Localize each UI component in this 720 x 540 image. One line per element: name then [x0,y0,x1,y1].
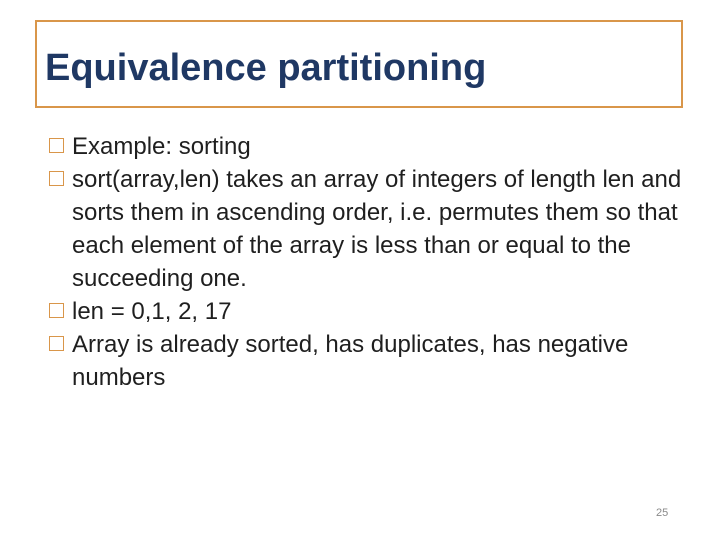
bullet-item [48,163,688,295]
hollow-square-bullet-icon [49,171,64,186]
bullet-item [48,328,688,394]
bullet-text: sort(array,len) takes an array of integers of length len and sorts them in ascending order, i.e. permutes them so that each element of the array is less than or equal to the succeeding one. [72,166,682,292]
bullet-text: Array is already sorted, has duplicates, has negative numbers [72,331,629,391]
slide-title: Equivalence partitioning [45,47,487,89]
bullet-text: len = 0,1, 2, 17 [72,298,232,325]
hollow-square-bullet-icon [49,138,64,153]
hollow-square-bullet-icon [49,336,64,351]
bullet-item [48,130,688,163]
bullet-item [48,295,688,328]
title-frame [35,20,683,108]
page-number: 25 [656,507,669,519]
bullet-list [48,130,688,394]
bullet-text: Example: sorting [72,133,251,160]
hollow-square-bullet-icon [49,303,64,318]
